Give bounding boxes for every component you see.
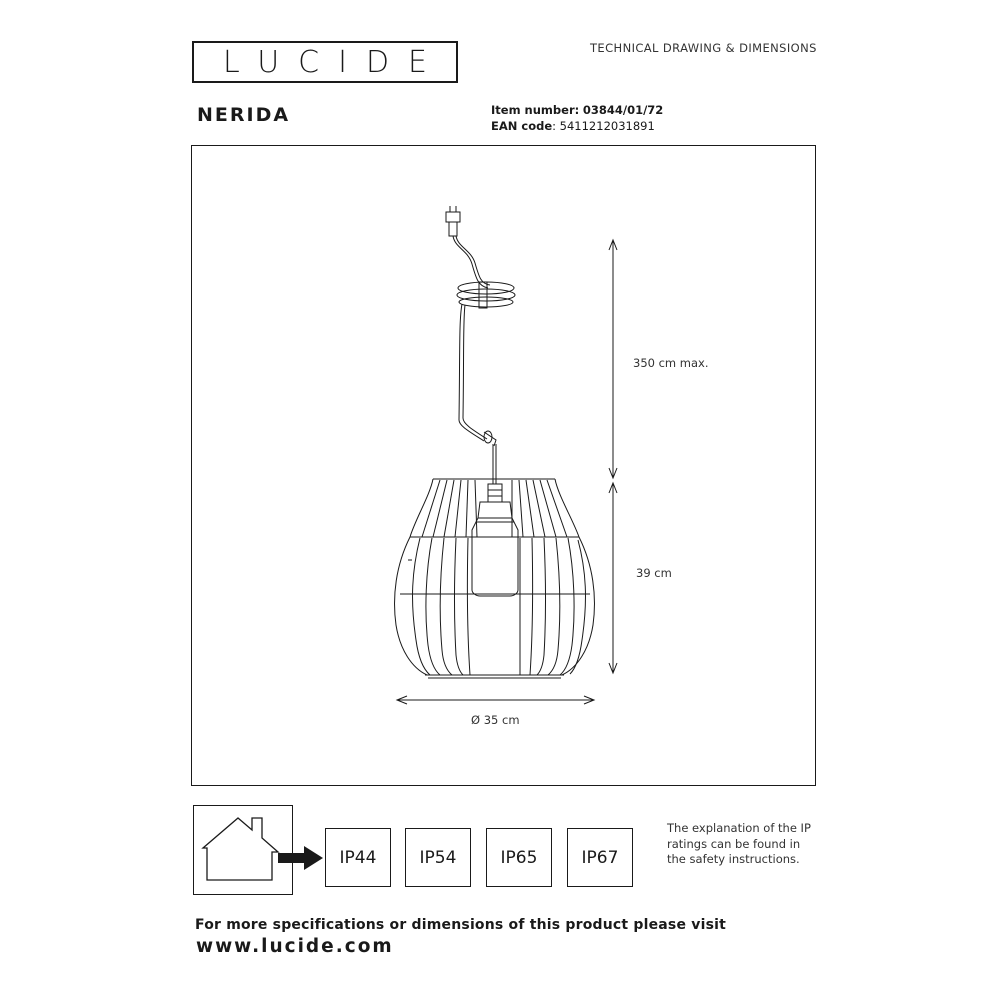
ip-box-ip67: IP67 (567, 828, 633, 887)
cable-drawing (453, 236, 515, 502)
ip-box-ip54: IP54 (405, 828, 471, 887)
document-type: TECHNICAL DRAWING & DIMENSIONS (590, 41, 817, 55)
logo-text: LUCIDE (222, 44, 447, 80)
height-label: 39 cm (636, 566, 672, 580)
item-number-label: Item number: (491, 103, 580, 117)
lamp-cage-drawing (395, 479, 595, 678)
ip-box-ip65: IP65 (486, 828, 552, 887)
website-link[interactable]: www.lucide.com (196, 936, 394, 957)
indoor-outdoor-icon-box (193, 805, 293, 895)
footer-text: For more specifications or dimensions of this product please visit (195, 917, 726, 933)
ip-ratings-note: The explanation of the IP ratings can be found in the safety instructions. (667, 821, 811, 866)
dimension-lines (397, 240, 617, 704)
ip-box-ip44: IP44 (325, 828, 391, 887)
ean-label: EAN code (491, 119, 553, 133)
cable-length-label: 350 cm max. (633, 356, 709, 370)
diameter-label: Ø 35 cm (471, 713, 520, 727)
plug-icon (446, 206, 460, 236)
product-name: NERIDA (197, 104, 291, 126)
ean-value: : 5411212031891 (552, 119, 655, 133)
item-number-value: 03844/01/72 (582, 103, 664, 117)
